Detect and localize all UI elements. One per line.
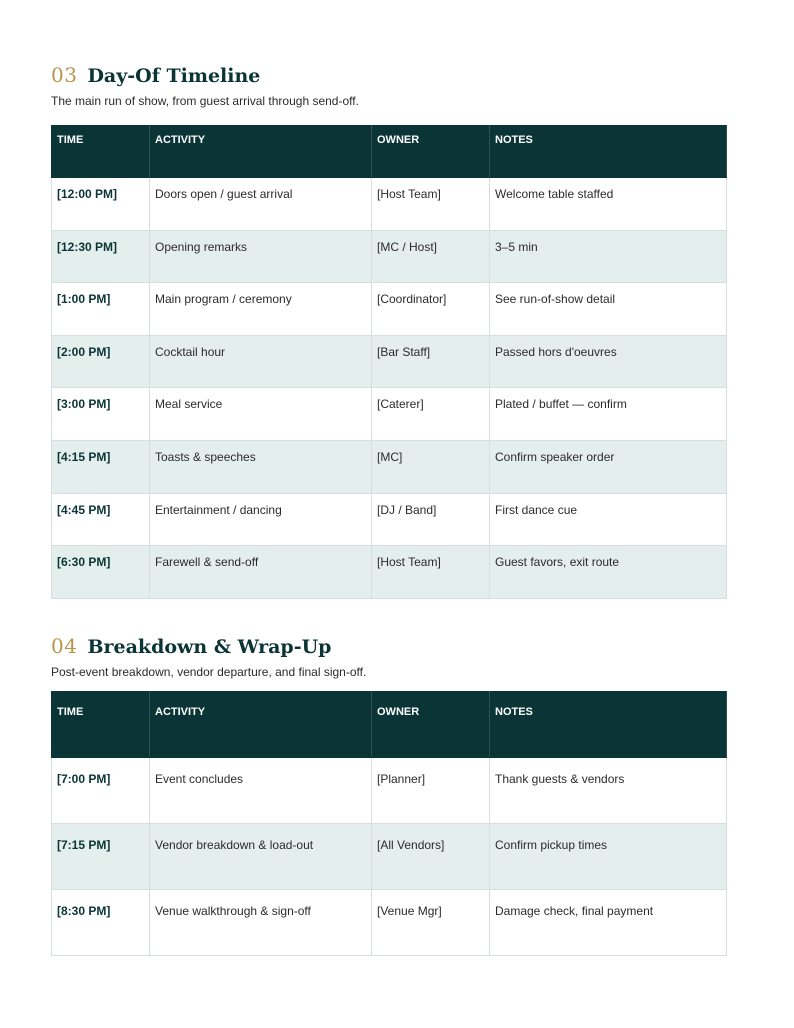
cell-activity: Venue walkthrough & sign-off [150,890,372,956]
cell-owner: [Host Team] [372,178,490,231]
cell-time: [4:15 PM] [52,440,150,493]
cell-activity: Farewell & send-off [150,546,372,599]
timeline-table [51,125,727,599]
table-row [52,890,727,956]
cell-notes: Passed hors d'oeuvres [490,335,727,388]
table-row [52,440,727,493]
cell-activity: Entertainment / dancing [150,493,372,546]
column-header-time: TIME [52,692,150,758]
cell-notes: Confirm pickup times [490,824,727,890]
cell-time: [12:00 PM] [52,178,150,231]
table-row [52,230,727,283]
cell-time: [2:00 PM] [52,335,150,388]
cell-owner: [Host Team] [372,546,490,599]
breakdown-table [51,691,727,956]
cell-time: [7:15 PM] [52,824,150,890]
column-header-notes: NOTES [490,126,727,178]
cell-time: [4:45 PM] [52,493,150,546]
cell-activity: Event concludes [150,758,372,824]
cell-activity: Doors open / guest arrival [150,178,372,231]
section-subtitle: Post-event breakdown, vendor departure, and final sign-off. [51,665,367,679]
cell-owner: [MC] [372,440,490,493]
cell-notes: Damage check, final payment [490,890,727,956]
cell-activity: Cocktail hour [150,335,372,388]
section-title: Breakdown & Wrap-Up [87,636,332,658]
column-header-notes: NOTES [490,692,727,758]
cell-notes: 3–5 min [490,230,727,283]
cell-notes: Welcome table staffed [490,178,727,231]
table-row [52,178,727,231]
section-number: 03 [51,63,78,87]
column-header-activity: ACTIVITY [150,692,372,758]
table-row [52,758,727,824]
cell-time: [1:00 PM] [52,283,150,336]
table-row [52,824,727,890]
section-breakdown-wrap-up [51,634,726,956]
cell-owner: [Venue Mgr] [372,890,490,956]
cell-activity: Toasts & speeches [150,440,372,493]
section-subtitle: The main run of show, from guest arrival through send-off. [51,94,359,108]
section-heading [51,634,726,664]
table-row [52,388,727,441]
cell-activity: Opening remarks [150,230,372,283]
cell-time: [12:30 PM] [52,230,150,283]
cell-owner: [MC / Host] [372,230,490,283]
cell-owner: [Coordinator] [372,283,490,336]
cell-time: [7:00 PM] [52,758,150,824]
cell-time: [6:30 PM] [52,546,150,599]
column-header-activity: ACTIVITY [150,126,372,178]
cell-notes: Confirm speaker order [490,440,727,493]
cell-notes: Thank guests & vendors [490,758,727,824]
cell-owner: [Planner] [372,758,490,824]
cell-notes: See run-of-show detail [490,283,727,336]
table-row [52,493,727,546]
cell-notes: Plated / buffet — confirm [490,388,727,441]
cell-owner: [All Vendors] [372,824,490,890]
cell-notes: Guest favors, exit route [490,546,727,599]
table-header-row [52,126,727,178]
cell-owner: [DJ / Band] [372,493,490,546]
section-day-of-timeline [51,63,726,599]
cell-activity: Main program / ceremony [150,283,372,336]
column-header-time: TIME [52,126,150,178]
cell-notes: First dance cue [490,493,727,546]
section-heading [51,63,726,93]
column-header-owner: OWNER [372,692,490,758]
column-header-owner: OWNER [372,126,490,178]
cell-activity: Meal service [150,388,372,441]
section-number: 04 [51,634,78,658]
cell-activity: Vendor breakdown & load-out [150,824,372,890]
cell-owner: [Bar Staff] [372,335,490,388]
table-row [52,283,727,336]
table-header-row [52,692,727,758]
table-row [52,546,727,599]
cell-time: [8:30 PM] [52,890,150,956]
section-title: Day-Of Timeline [87,65,261,87]
cell-time: [3:00 PM] [52,388,150,441]
cell-owner: [Caterer] [372,388,490,441]
table-row [52,335,727,388]
